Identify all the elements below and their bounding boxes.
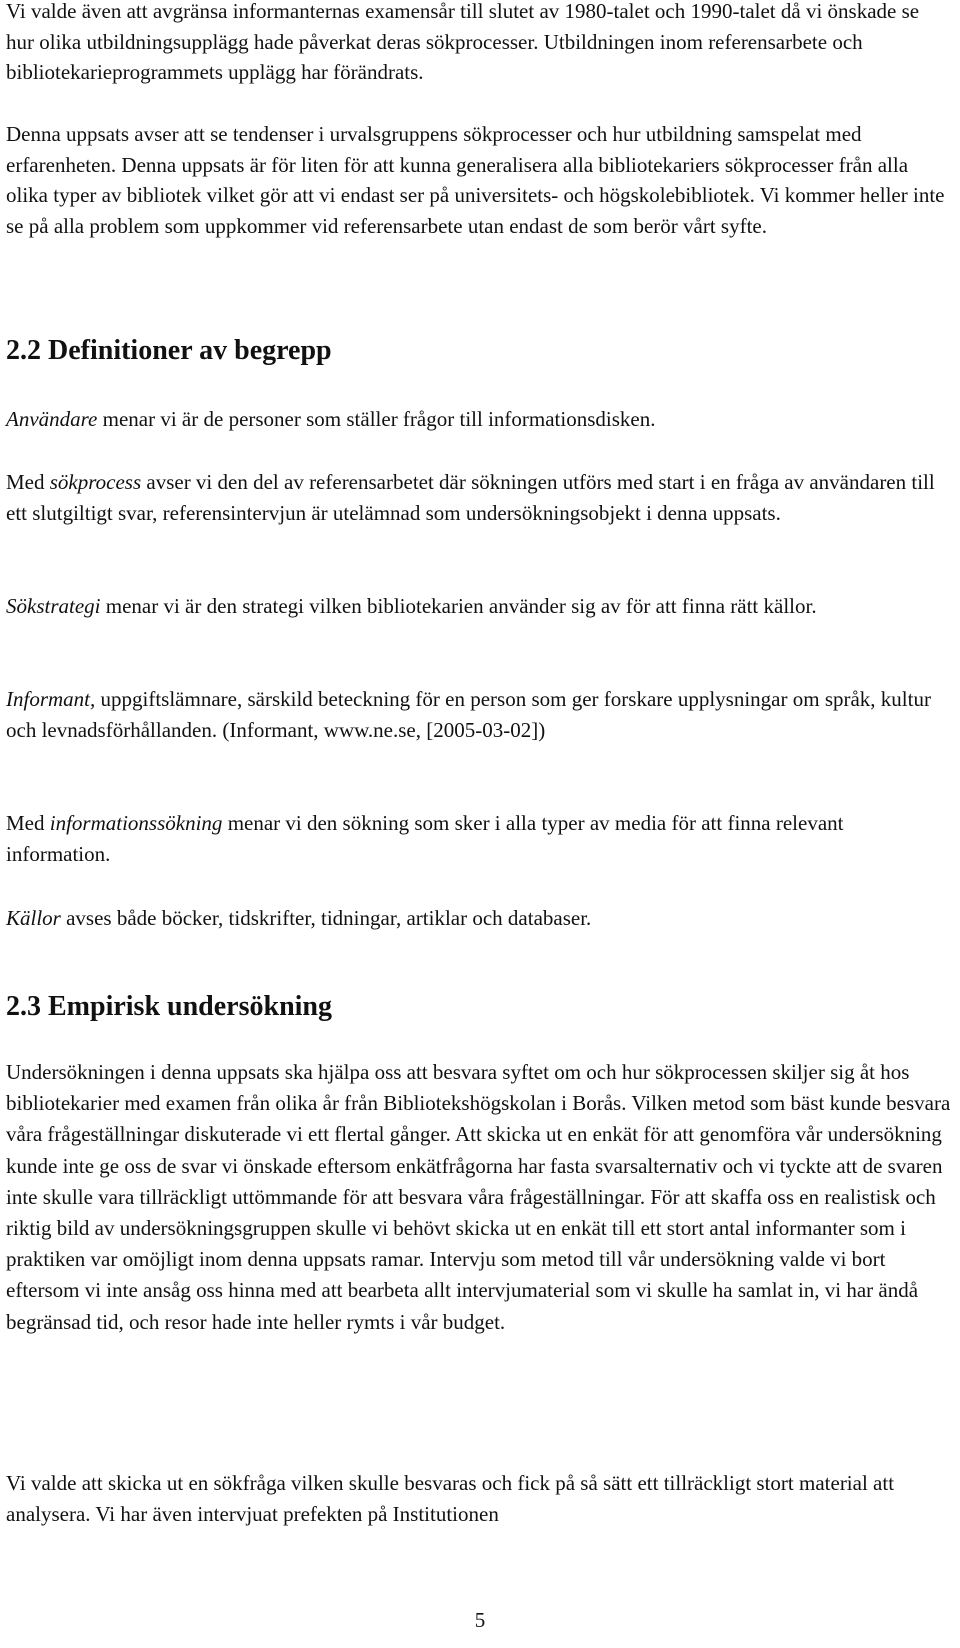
- definition-prefix: Med: [6, 811, 50, 835]
- definition-text: menar vi den sökning som sker i alla typer av media för att finna relevant information.: [6, 811, 844, 866]
- definition-text: uppgiftslämnare, särskild beteckning för en person som ger forskare upplysningar om språk, kultur och levnadsförhållanden. (Informant, www.ne.se, [2005-03-02]): [6, 687, 931, 742]
- definition-text: menar vi är de personer som ställer frågor till informationsdisken.: [97, 407, 656, 431]
- paragraph-method: Undersökningen i denna uppsats ska hjälpa oss att besvara syftet om och hur sökprocessen skiljer sig åt hos bibliotekarier med examen från olika år från Bibliotekshögskolan i Borås. Vilken metod som bäst kunde besvara våra frågeställningar diskuterade vi ett flertal gånger. Att skicka ut en enkät för att genomföra vår undersökning kunde inte ge oss de svar vi önskade eftersom enkätfrågorna har fasta svarsalternativ och vi tyckte att de svaren inte skulle vara tillräckligt uttömmande för att besvara våra frågeställningar. För att skaffa oss en realistisk och riktig bild av undersökningsgruppen skulle vi behövt skicka ut en enkät till ett stort antal informanter som i praktiken var omöjligt inom denna uppsats ramar. Intervju som metod till vår undersökning valde vi bort eftersom vi inte ansåg oss hinna med att bearbeta allt intervjumaterial som vi skulle ha samlat in, vi har ändå begränsad tid, och resor hade inte heller rymts i vår budget.: [6, 1060, 951, 1334]
- definition-sokprocess: [6, 467, 952, 528]
- definition-text: avser vi den del av referensarbetet där sökningen utförs med start i en fråga av användaren till ett slutgiltigt svar, referensintervjun är utelämnad som undersökningsobjekt i denna uppsats.: [6, 470, 935, 525]
- heading-definitions: 2.2 Definitioner av begrepp: [6, 335, 332, 366]
- term-sokstrategi: Sökstrategi: [6, 594, 101, 618]
- definition-prefix: Med: [6, 470, 50, 494]
- definition-kallor: [6, 903, 591, 934]
- definition-informant: [6, 684, 952, 745]
- paragraph-search-question: Vi valde att skicka ut en sökfråga vilken skulle besvaras och fick på så sätt ett tillräckligt stort material att analysera. Vi har även intervjuat prefekten på Institutionen: [6, 1471, 895, 1526]
- definition-text: avses både böcker, tidskrifter, tidningar, artiklar och databaser.: [60, 906, 592, 930]
- definition-informationssokning: [6, 808, 952, 869]
- definition-text: menar vi är den strategi vilken bibliotekarien använder sig av för att finna rätt källor.: [100, 594, 817, 618]
- term-informationssokning: informationssökning: [49, 811, 223, 835]
- term-kallor: Källor: [6, 906, 61, 930]
- paragraph-tendencies: Denna uppsats avser att se tendenser i urvalsgruppens sökprocesser och hur utbildning samspelat med erfarenheten. Denna uppsats är för liten för att kunna generalisera alla bibliotekariers sökprocesser från alla olika typer av bibliotek vilket gör att vi endast ser på universitets- och högskolebibliotek. Vi kommer heller inte se på alla problem som uppkommer vid referensarbete utan endast de som berör vårt syfte.: [6, 122, 945, 238]
- term-informant: Informant,: [6, 687, 96, 711]
- term-sokprocess: sökprocess: [49, 470, 142, 494]
- heading-empirical-study: 2.3 Empirisk undersökning: [6, 991, 332, 1022]
- definition-sokstrategi: [6, 591, 817, 622]
- page-number: 5: [474, 1608, 486, 1632]
- paragraph-scope-limit: Vi valde även att avgränsa informanternas examensår till slutet av 1980-talet och 1990-talet då vi önskade se hur olika utbildningsupplägg hade påverkat deras sökprocesser. Utbildningen inom referensarbete och bibliotekarieprogrammets upplägg har förändrats.: [6, 0, 920, 84]
- definition-anvandare: [6, 404, 655, 435]
- term-anvandare: Användare: [6, 407, 98, 431]
